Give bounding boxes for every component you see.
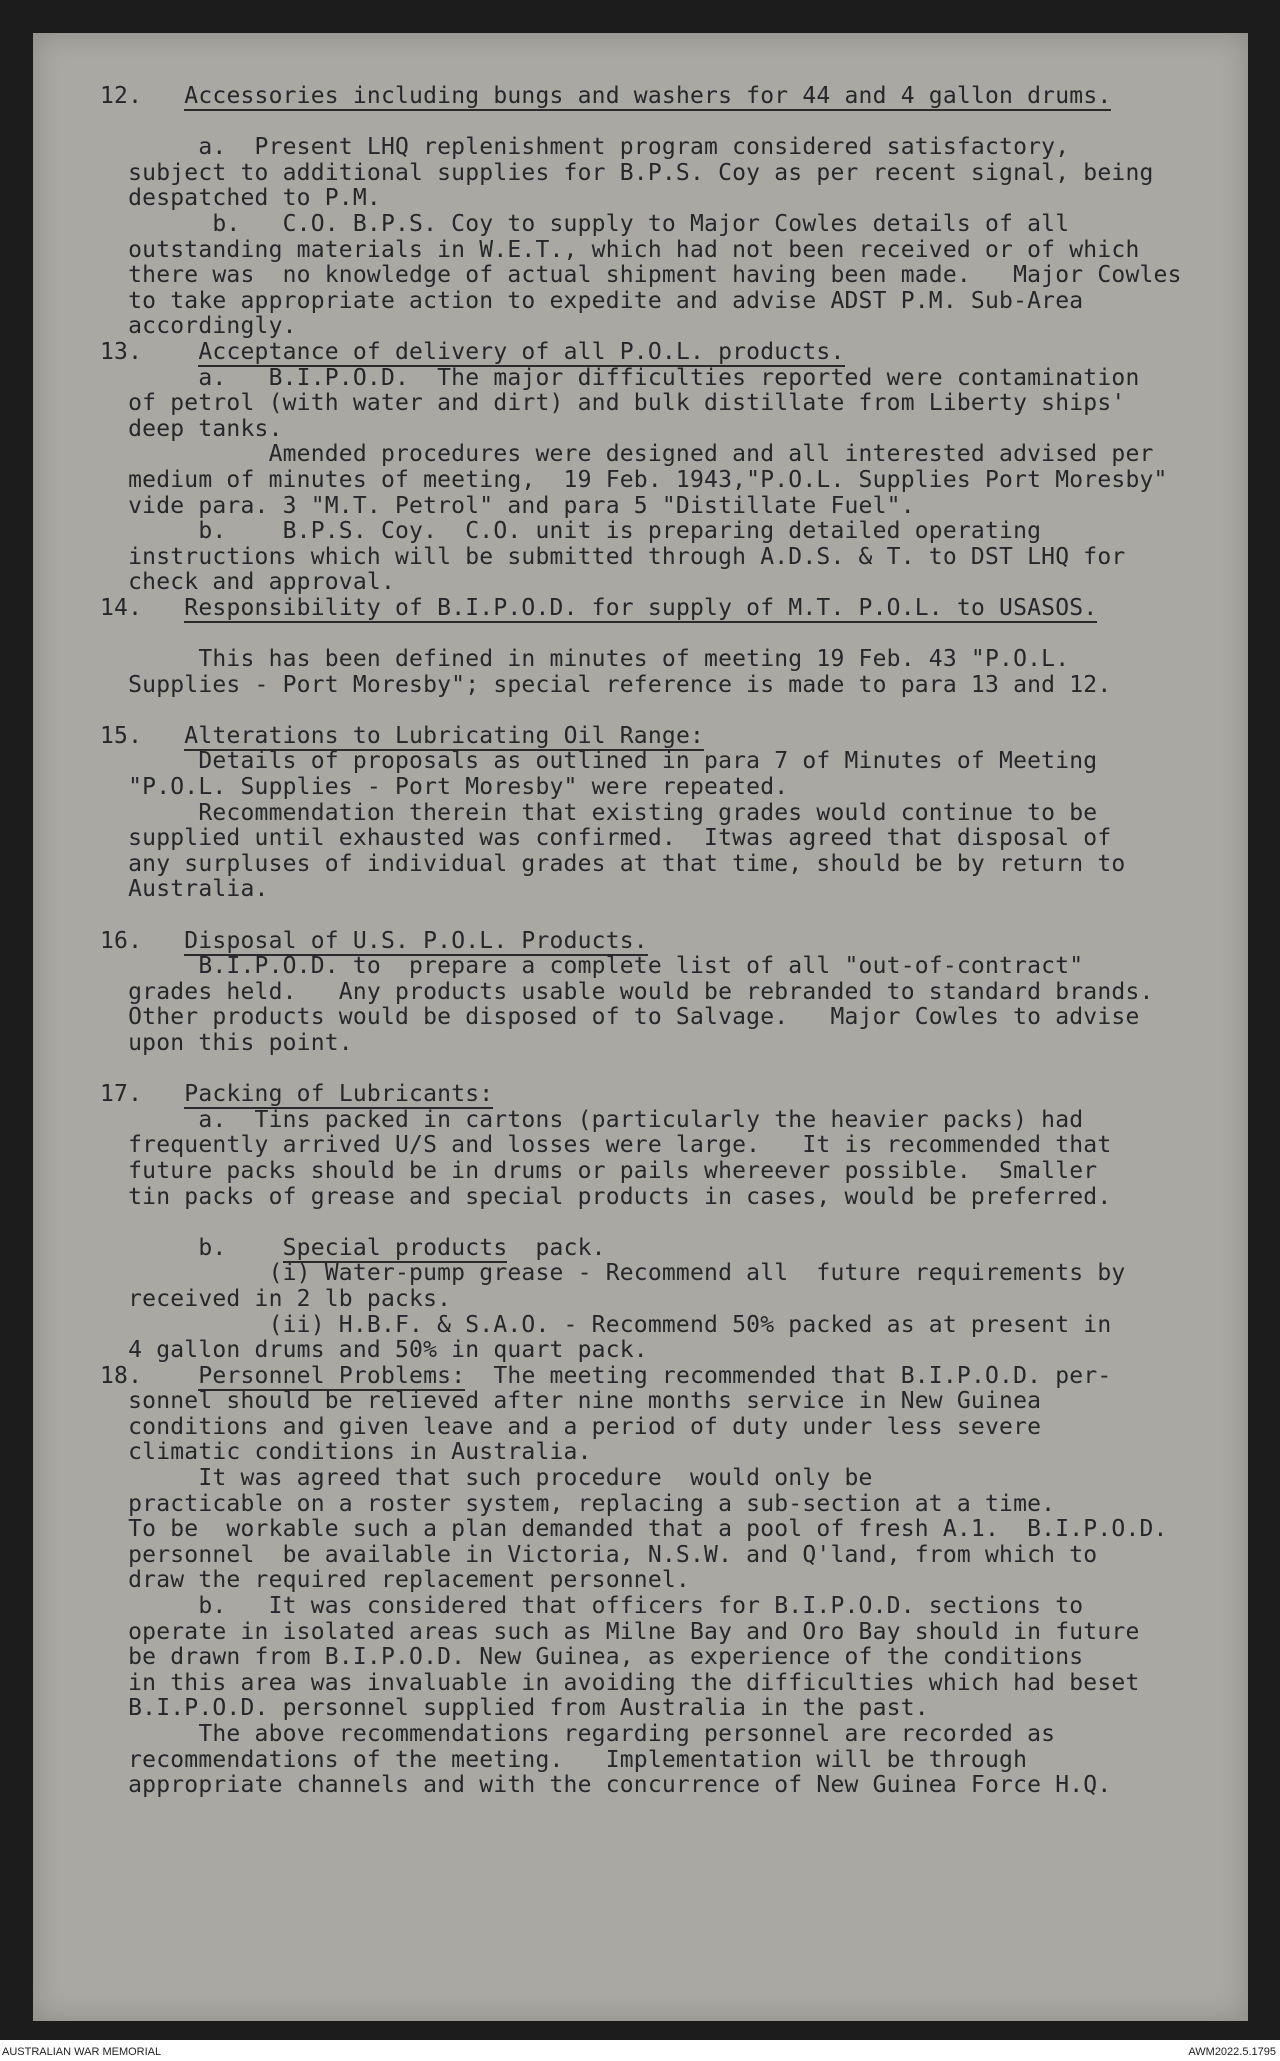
text-line: To be workable such a plan demanded that a pool of fresh A.1. B.I.P.O.D. bbox=[100, 1516, 1168, 1543]
text-line: (i) Water-pump grease - Recommend all future requirements by bbox=[100, 1260, 1126, 1287]
blank-line bbox=[100, 621, 1250, 647]
text-line: deep tanks. bbox=[100, 415, 283, 442]
text-line: climatic conditions in Australia. bbox=[100, 1439, 592, 1466]
heading-underline: Acceptance of delivery of all P.O.L. products. bbox=[198, 338, 845, 365]
text-line: recommendations of the meeting. Implementation will be through bbox=[100, 1746, 1028, 1773]
heading-underline: Accessories including bungs and washers for 44 and 4 gallon drums. bbox=[184, 83, 1112, 109]
text-line: This has been defined in minutes of meeting 19 Feb. 43 "P.O.L. bbox=[100, 646, 1070, 673]
text-line: B.I.P.O.D. personnel supplied from Australia in the past. bbox=[100, 1695, 929, 1722]
text-line: in this area was invaluable in avoiding the difficulties which had beset bbox=[100, 1669, 1140, 1696]
heading-underline: Alterations to Lubricating Oil Range: bbox=[184, 722, 705, 749]
text-line: Recommendation therein that existing grades would continue to be bbox=[100, 799, 1098, 826]
blank-line bbox=[100, 1210, 1250, 1236]
text-line: Australia. bbox=[100, 876, 269, 903]
blank-line bbox=[100, 1057, 1250, 1083]
text-line: Amended procedures were designed and all interested advised per bbox=[100, 441, 1154, 468]
text-line: draw the required replacement personnel. bbox=[100, 1567, 690, 1594]
text-line: 18. Personnel Problems: The meeting recommended that B.I.P.O.D. per- bbox=[100, 1362, 1112, 1389]
text-line: subject to additional supplies for B.P.S. Coy as per recent signal, being bbox=[100, 159, 1154, 186]
text-line: despatched to P.M. bbox=[100, 185, 381, 212]
text-line: there was no knowledge of actual shipment having been made. Major Cowles bbox=[100, 262, 1182, 289]
heading-underline: Special products bbox=[282, 1234, 508, 1261]
text-line: 12. Accessories including bungs and washers for 44 and 4 gallon drums. bbox=[100, 83, 1112, 109]
text-line: a. Present LHQ replenishment program considered satisfactory, bbox=[100, 134, 1070, 161]
blank-line bbox=[100, 903, 1250, 929]
text-line: future packs should be in drums or pails whereever possible. Smaller bbox=[100, 1157, 1098, 1184]
text-line: 17. Packing of Lubricants: bbox=[100, 1081, 494, 1108]
text-line: check and approval. bbox=[100, 569, 395, 596]
text-line: It was agreed that such procedure would only be bbox=[100, 1465, 873, 1492]
text-line: of petrol (with water and dirt) and bulk distillate from Liberty ships' bbox=[100, 390, 1126, 417]
text-line: be drawn from B.I.P.O.D. New Guinea, as experience of the conditions bbox=[100, 1644, 1084, 1671]
text-line: 4 gallon drums and 50% in quart pack. bbox=[100, 1337, 648, 1364]
text-line: medium of minutes of meeting, 19 Feb. 1943,"P.O.L. Supplies Port Moresby" bbox=[100, 466, 1168, 493]
text-line: instructions which will be submitted through A.D.S. & T. to DST LHQ for bbox=[100, 543, 1126, 570]
text-line: operate in isolated areas such as Milne Bay and Oro Bay should in future bbox=[100, 1618, 1140, 1645]
text-line: 16. Disposal of U.S. P.O.L. Products. bbox=[100, 927, 648, 954]
text-line: vide para. 3 "M.T. Petrol" and para 5 "Distillate Fuel". bbox=[100, 492, 915, 519]
text-line: any surpluses of individual grades at that time, should be by return to bbox=[100, 850, 1126, 877]
heading-underline: Packing of Lubricants: bbox=[184, 1081, 494, 1108]
text-line: "P.O.L. Supplies - Port Moresby" were repeated. bbox=[100, 774, 789, 801]
blank-line bbox=[100, 110, 1250, 136]
text-line: b. Special products pack. bbox=[100, 1234, 606, 1261]
text-line: (ii) H.B.F. & S.A.O. - Recommend 50% packed as at present in bbox=[100, 1311, 1112, 1338]
text-line: b. B.P.S. Coy. C.O. unit is preparing detailed operating bbox=[100, 518, 1042, 545]
text-line: 14. Responsibility of B.I.P.O.D. for supply of M.T. P.O.L. to USASOS. bbox=[100, 594, 1098, 621]
text-line: B.I.P.O.D. to prepare a complete list of all "out-of-contract" bbox=[100, 953, 1084, 980]
document-body bbox=[100, 84, 1250, 1799]
text-line: to take appropriate action to expedite and advise ADST P.M. Sub-Area bbox=[100, 287, 1084, 314]
text-line: frequently arrived U/S and losses were large. It is recommended that bbox=[100, 1132, 1112, 1159]
text-line: The above recommendations regarding personnel are recorded as bbox=[100, 1721, 1056, 1747]
text-line: practicable on a roster system, replacing a sub-section at a time. bbox=[100, 1490, 1056, 1517]
text-line: a. B.I.P.O.D. The major difficulties reported were contamination bbox=[100, 364, 1140, 391]
text-line: upon this point. bbox=[100, 1029, 353, 1056]
text-line: Details of proposals as outlined in para 7 of Minutes of Meeting bbox=[100, 748, 1098, 775]
text-line: conditions and given leave and a period of duty under less severe bbox=[100, 1413, 1042, 1440]
text-line: sonnel should be relieved after nine months service in New Guinea bbox=[100, 1388, 1042, 1415]
heading-underline: Personnel Problems: bbox=[198, 1362, 466, 1389]
text-line: outstanding materials in W.E.T., which had not been received or of which bbox=[100, 236, 1140, 263]
text-line: Supplies - Port Moresby"; special reference is made to para 13 and 12. bbox=[100, 671, 1112, 698]
archive-credit: AUSTRALIAN WAR MEMORIAL bbox=[2, 2046, 162, 2058]
heading-underline: Responsibility of B.I.P.O.D. for supply of M.T. P.O.L. to USASOS. bbox=[184, 594, 1098, 621]
text-line: tin packs of grease and special products in cases, would be preferred. bbox=[100, 1183, 1112, 1210]
text-line: a. Tins packed in cartons (particularly the heavier packs) had bbox=[100, 1106, 1084, 1133]
text-line: appropriate channels and with the concurrence of New Guinea Force H.Q. bbox=[100, 1772, 1112, 1799]
blank-line bbox=[100, 698, 1250, 724]
text-line: accordingly. bbox=[100, 313, 297, 340]
text-line: 13. Acceptance of delivery of all P.O.L. products. bbox=[100, 338, 845, 365]
text-line: b. It was considered that officers for B.I.P.O.D. sections to bbox=[100, 1593, 1084, 1620]
text-line: personnel be available in Victoria, N.S.W. and Q'land, from which to bbox=[100, 1541, 1098, 1568]
text-line: supplied until exhausted was confirmed. Itwas agreed that disposal of bbox=[100, 825, 1112, 852]
heading-underline: Disposal of U.S. P.O.L. Products. bbox=[184, 927, 648, 954]
text-line: b. C.O. B.P.S. Coy to supply to Major Cowles details of all bbox=[100, 210, 1070, 237]
text-line: grades held. Any products usable would be rebranded to standard brands. bbox=[100, 978, 1154, 1005]
text-line: 15. Alterations to Lubricating Oil Range: bbox=[100, 722, 705, 749]
text-line: received in 2 lb packs. bbox=[100, 1285, 452, 1312]
text-line: Other products would be disposed of to Salvage. Major Cowles to advise bbox=[100, 1004, 1140, 1031]
catalogue-number: AWM2022.5.1795 bbox=[1188, 2046, 1276, 2058]
